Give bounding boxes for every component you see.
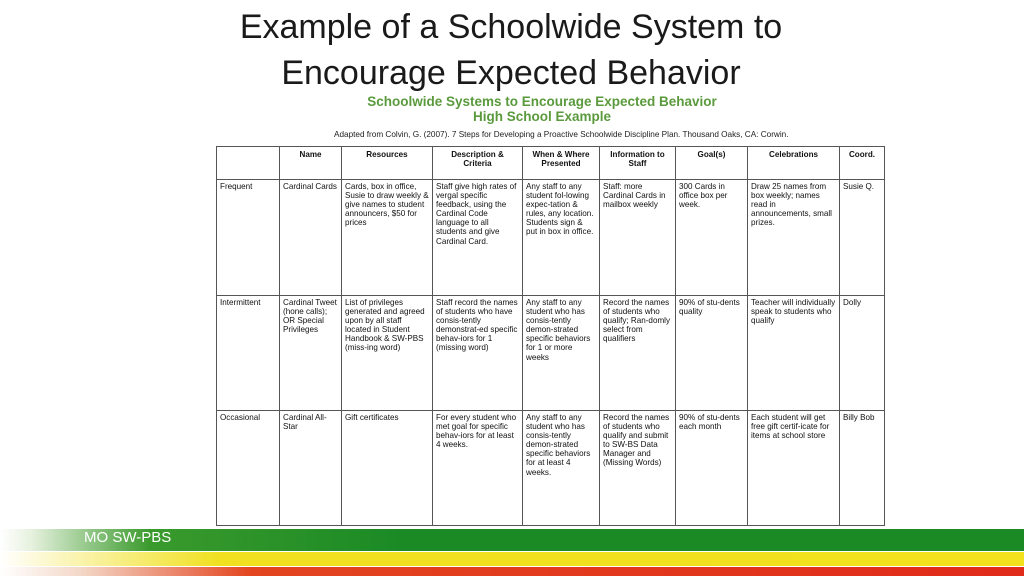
celebrations-cell: Teacher will individually speak to students who qualify <box>748 296 840 411</box>
header-cell-when-where: When & Where Presented <box>523 147 600 180</box>
footer-red-stripe <box>0 567 1024 576</box>
description-cell: For every student who met goal for specific behav-iors for at least 4 weeks. <box>433 411 523 526</box>
resources-cell: Cards, box in office, Susie to draw weekly & give names to student announcers, $50 for prices <box>342 180 433 296</box>
header-cell-description: Description & Criteria <box>433 147 523 180</box>
resources-cell: List of privileges generated and agreed upon by all staff located in Student Handbook & SW-PBS (miss-ing word) <box>342 296 433 411</box>
document-heading: Schoolwide Systems to Encourage Expected Behavior <box>367 94 717 109</box>
table-header-row <box>217 147 885 180</box>
header-cell-coord: Coord. <box>840 147 885 180</box>
goals-cell: 300 Cards in office box per week. <box>676 180 748 296</box>
table-row <box>217 296 885 411</box>
info-staff-cell: Record the names of students who qualify and submit to SW-BS Data Manager and (Missing Words) <box>600 411 676 526</box>
document-subheading: High School Example <box>472 109 612 124</box>
name-cell: Cardinal Tweet (hone calls); OR Special Privileges <box>280 296 342 411</box>
info-staff-cell: Record the names of students who qualify; Ran-domly select from qualifiers <box>600 296 676 411</box>
row-label-cell: Occasional <box>217 411 280 526</box>
slide-title-line-2: Encourage Expected Behavior <box>281 54 741 92</box>
goals-cell: 90% of stu-dents each month <box>676 411 748 526</box>
when-where-cell: Any staff to any student who has consis-tently demon-strated specific behaviors for at least 4 weeks. <box>523 411 600 526</box>
goals-cell: 90% of stu-dents quality <box>676 296 748 411</box>
row-label-cell: Intermittent <box>217 296 280 411</box>
coord-cell: Dolly <box>840 296 885 411</box>
row-label-cell: Frequent <box>217 180 280 296</box>
footer-bar <box>0 527 1024 576</box>
coord-cell: Billy Bob <box>840 411 885 526</box>
table-row <box>217 180 885 296</box>
header-cell-name: Name <box>280 147 342 180</box>
header-cell-goals: Goal(s) <box>676 147 748 180</box>
celebrations-cell: Draw 25 names from box weekly; names read in announcements, small prizes. <box>748 180 840 296</box>
footer-label: MO SW-PBS <box>84 529 172 546</box>
systems-table <box>216 146 885 526</box>
footer-yellow-stripe <box>0 552 1024 566</box>
header-cell-celebrations: Celebrations <box>748 147 840 180</box>
resources-cell: Gift certificates <box>342 411 433 526</box>
name-cell: Cardinal Cards <box>280 180 342 296</box>
description-cell: Staff record the names of students who have consis-tently demonstrat-ed specific behav-iors for 1 (missing word) <box>433 296 523 411</box>
info-staff-cell: Staff: more Cardinal Cards in mailbox weekly <box>600 180 676 296</box>
when-where-cell: Any staff to any student fol-lowing expec-tation & rules, any location. Students sign & put in box in office. <box>523 180 600 296</box>
header-cell-info-staff: Information to Staff <box>600 147 676 180</box>
name-cell: Cardinal All-Star <box>280 411 342 526</box>
header-cell-resources: Resources <box>342 147 433 180</box>
header-cell-frequency <box>217 147 280 180</box>
coord-cell: Susie Q. <box>840 180 885 296</box>
slide-title-line-1: Example of a Schoolwide System to <box>239 8 783 46</box>
celebrations-cell: Each student will get free gift certif-icate for items at school store <box>748 411 840 526</box>
when-where-cell: Any staff to any student who has consis-tently demon-strated specific behaviors for 1 or more weeks <box>523 296 600 411</box>
table-row <box>217 411 885 526</box>
citation: Adapted from Colvin, G. (2007). 7 Steps for Developing a Proactive Schoolwide Discipline Plan. Thousand Oaks, CA: Corwin. <box>334 130 789 139</box>
description-cell: Staff give high rates of vergal specific feedback, using the Cardinal Code language to all students and give Cardinal Card. <box>433 180 523 296</box>
